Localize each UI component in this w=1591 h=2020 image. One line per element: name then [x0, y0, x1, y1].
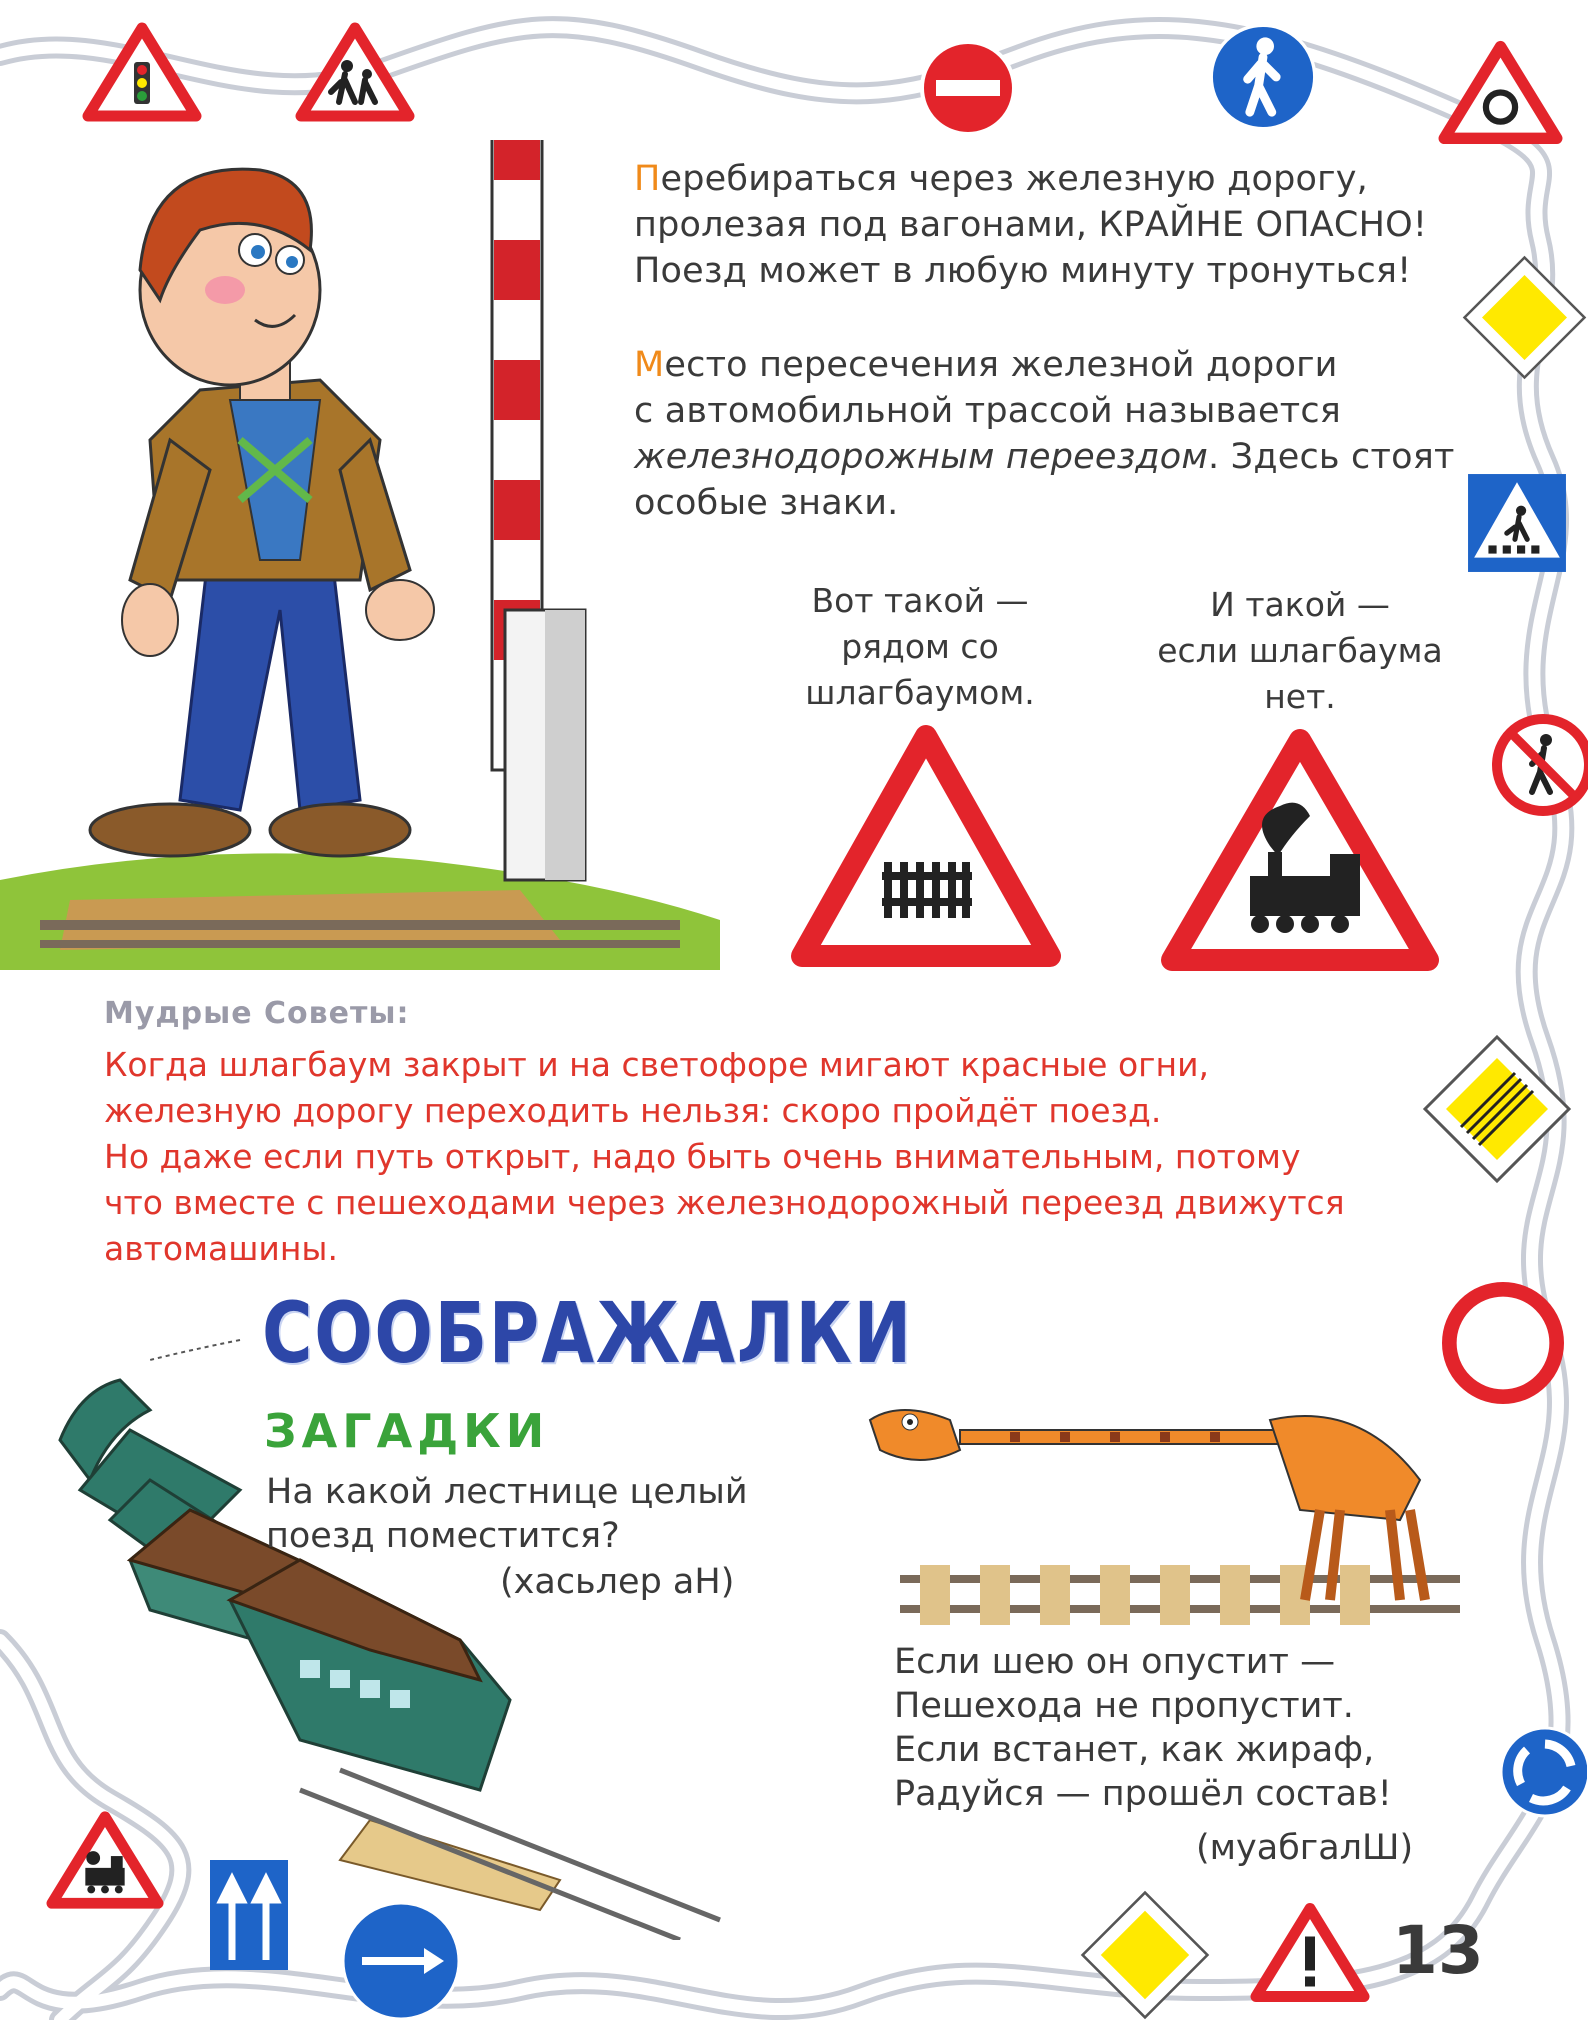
- advice-line: что вместе с пешеходами через железнодорожный переезд движутся: [104, 1183, 1345, 1222]
- roundabout-warning-sign-icon: [1438, 40, 1563, 145]
- crossing-line-3-rest: . Здесь стоят: [1208, 437, 1455, 477]
- intro-paragraph: [634, 156, 1454, 294]
- caption-line: шлагбаумом.: [805, 673, 1035, 712]
- riddle-one: [266, 1470, 786, 1558]
- pedestrian-path-sign-icon: [1208, 22, 1318, 132]
- drop-letter-m: М: [634, 345, 665, 385]
- crossing-term: железнодорожным переездом: [634, 437, 1209, 477]
- riddle-line: Если встанет, как жираф,: [894, 1730, 1375, 1770]
- crossing-paragraph: [634, 342, 1474, 526]
- no-entry-sign-icon: [918, 38, 1018, 138]
- caption-line: рядом со: [841, 627, 999, 666]
- giraffe-barrier-illustration: [860, 1360, 1500, 1650]
- crossing-line-2: с автомобильной трассой называется: [634, 391, 1342, 431]
- no-pedestrians-sign-icon: [1488, 710, 1588, 820]
- riddle-two: [894, 1640, 1454, 1816]
- page-number: 13: [1392, 1912, 1484, 1989]
- riddle-line: Если шею он опустит —: [894, 1642, 1336, 1682]
- priority-road-sign-bottom-icon: [1070, 1890, 1220, 2020]
- unguarded-railway-crossing-sign-icon: [1160, 726, 1440, 976]
- advice-text: [104, 1042, 1464, 1272]
- caption-line: нет.: [1264, 677, 1336, 716]
- advice-line: Но даже если путь открыт, надо быть очень внимательным, потому: [104, 1137, 1301, 1176]
- riddle-line: поезд поместится?: [266, 1516, 620, 1556]
- sign-caption-with-barrier: [770, 578, 1070, 716]
- advice-line: железную дорогу переходить нельзя: скоро пройдёт поезд.: [104, 1091, 1162, 1130]
- drop-letter-p: П: [634, 159, 661, 199]
- priority-road-sign-icon: [1462, 255, 1587, 380]
- caption-line: Вот такой —: [811, 581, 1029, 620]
- traffic-light-warning-sign-icon: [82, 22, 202, 122]
- advice-line: Когда шлагбаум закрыт и на светофоре мигают красные огни,: [104, 1045, 1210, 1084]
- advice-heading: Мудрые Советы:: [104, 996, 410, 1031]
- riddle-line: Пешехода не пропустит.: [894, 1686, 1354, 1726]
- sign-caption-without-barrier: [1130, 582, 1470, 720]
- riddle-two-answer: (муабгалШ): [1196, 1828, 1414, 1868]
- intro-line-1: еребираться через железную дорогу,: [660, 159, 1368, 199]
- guarded-railway-crossing-sign-icon: [790, 722, 1062, 972]
- section-title: СООБРАЖАЛКИ: [262, 1284, 913, 1382]
- intro-line-2: пролезая под вагонами, КРАЙНЕ ОПАСНО!: [634, 205, 1428, 245]
- riddle-one-answer: (хасьлер аН): [500, 1562, 735, 1602]
- crossing-line-4: особые знаки.: [634, 483, 899, 523]
- boy-at-crossing-illustration: [0, 140, 720, 970]
- children-warning-sign-icon: [295, 22, 415, 122]
- section-subtitle: ЗАГАДКИ: [264, 1404, 550, 1458]
- riddle-line: На какой лестнице целый: [266, 1472, 748, 1512]
- riddle-line: Радуйся — прошёл состав!: [894, 1774, 1392, 1814]
- danger-warning-sign-icon: [1250, 1900, 1370, 2005]
- crossing-line-1: есто пересечения железной дороги: [664, 345, 1338, 385]
- roundabout-sign-icon: [1495, 1722, 1587, 1822]
- caption-line: если шлагбаума: [1157, 631, 1443, 670]
- advice-line: автомашины.: [104, 1229, 338, 1268]
- intro-line-3: Поезд может в любую минуту тронуться!: [634, 251, 1412, 291]
- pedestrian-crossing-sign-icon: [1466, 472, 1568, 574]
- caption-line: И такой —: [1210, 585, 1390, 624]
